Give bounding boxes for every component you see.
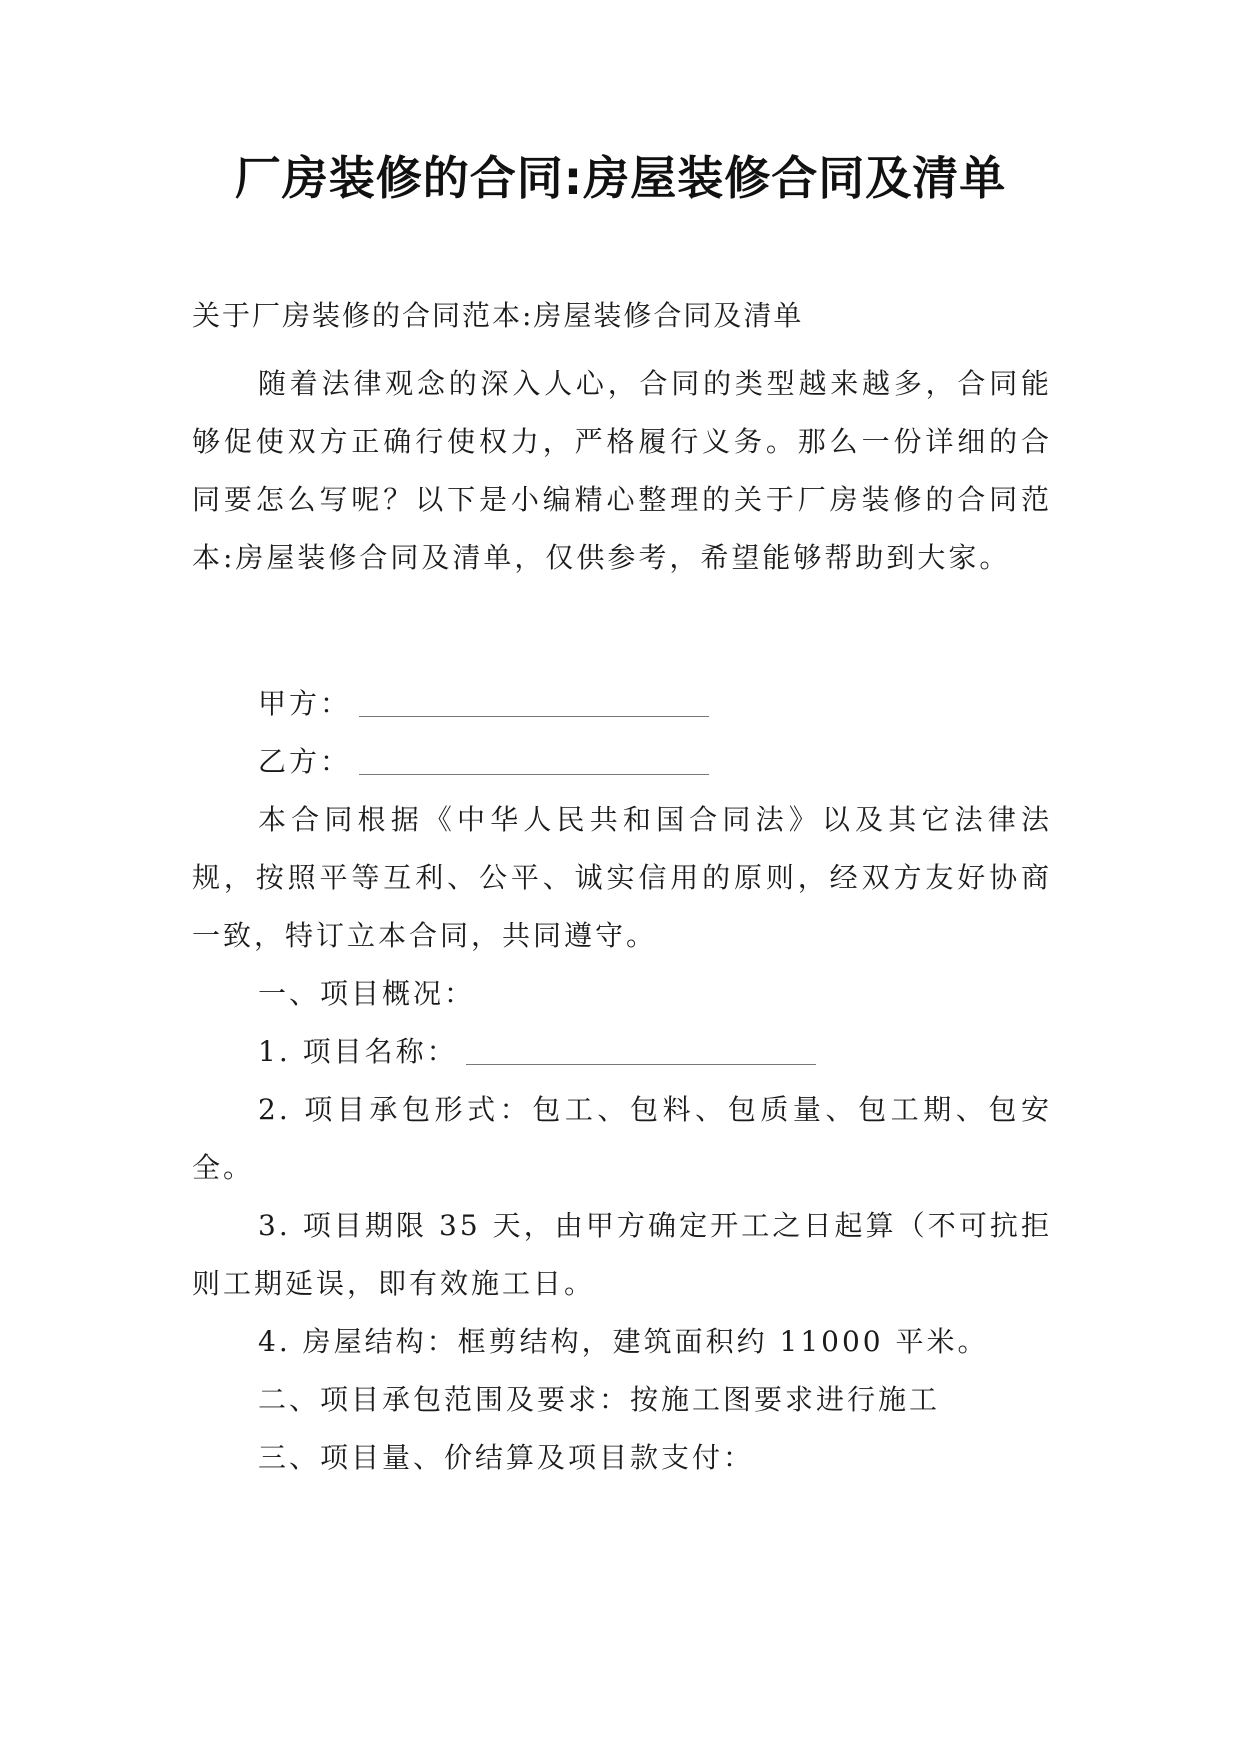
section-2-heading: 二、项目承包范围及要求：按施工图要求进行施工 [258,1383,941,1416]
item-1-line [192,1023,1052,1081]
party-b-blank [359,746,709,775]
item-2-paragraph: 2. 项目承包形式：包工、包料、包质量、包工期、包安全。 [192,1093,1052,1184]
document-subtitle: 关于厂房装修的合同范本:房屋装修合同及清单 [192,299,804,332]
party-b-label: 乙方： [258,745,352,778]
section-1-heading: 一、项目概况： [258,977,476,1010]
contract-body [192,675,1052,1487]
party-b-line [192,733,1052,791]
preamble-paragraph: 本合同根据《中华人民共和国合同法》以及其它法律法规，按照平等互利、公平、诚实信用的原则，经双方友好协商一致，特订立本合同，共同遵守。 [192,803,1052,952]
item-1-label: 1. 项目名称： [258,1035,458,1068]
intro-block [192,355,1052,587]
project-name-blank [466,1036,816,1065]
item-3-paragraph: 3. 项目期限 35 天，由甲方确定开工之日起算（不可抗拒则工期延误，即有效施工日。 [192,1209,1052,1300]
section-3-heading: 三、项目量、价结算及项目款支付： [258,1441,755,1474]
party-a-line [192,675,1052,733]
party-a-blank [359,688,709,717]
intro-paragraph: 随着法律观念的深入人心，合同的类型越来越多，合同能够促使双方正确行使权力，严格履行义务。那么一份详细的合同要怎么写呢？以下是小编精心整理的关于厂房装修的合同范本:房屋装修合同及清单，仅供参考，希望能够帮助到大家。 [192,367,1052,574]
item-4-line: 4. 房屋结构：框剪结构，建筑面积约 11000 平米。 [258,1325,989,1358]
document-title: 厂房装修的合同:房屋装修合同及清单 [234,151,1007,205]
party-a-label: 甲方： [258,687,352,720]
